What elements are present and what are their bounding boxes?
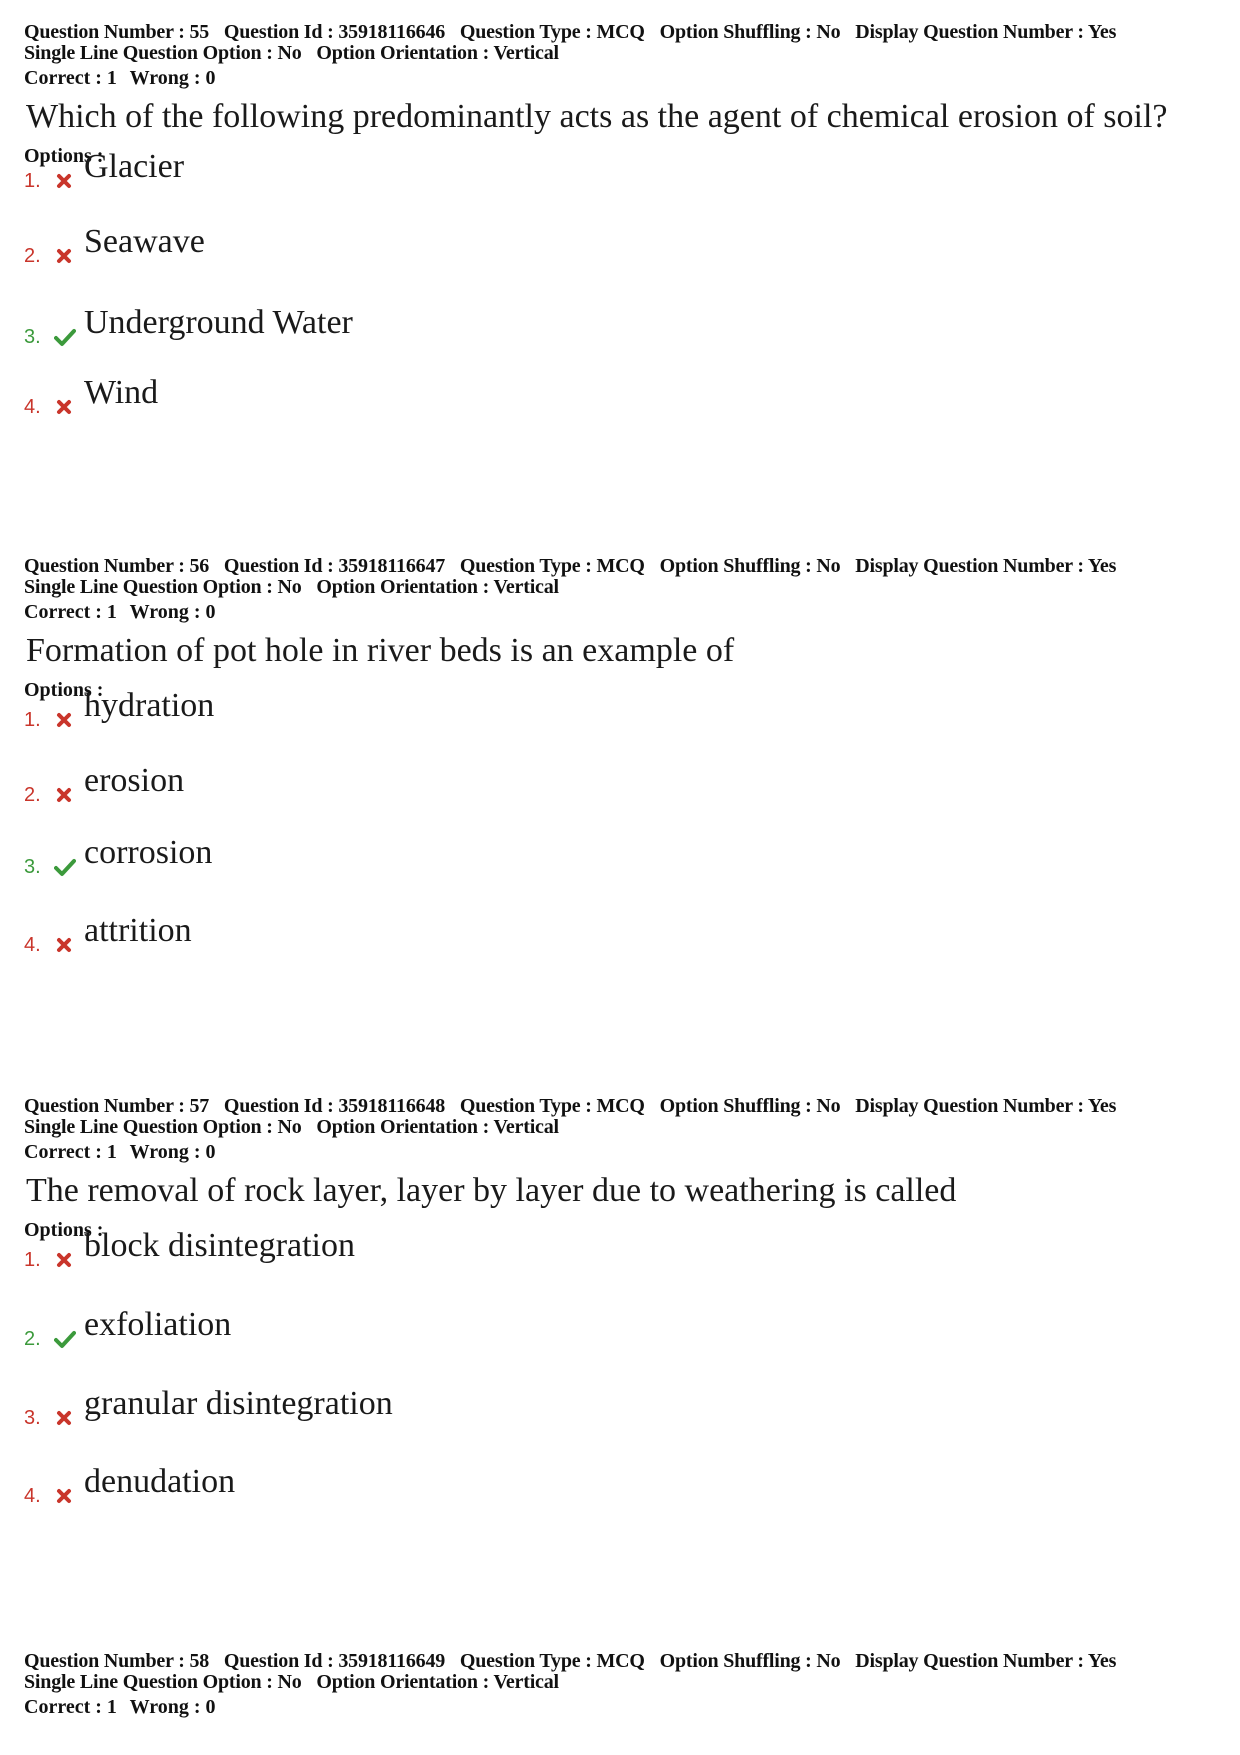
option-number: 3. xyxy=(24,856,41,878)
score-line xyxy=(24,1696,1224,1718)
option-2 xyxy=(24,224,724,274)
option-text: exfoliation xyxy=(84,1306,232,1343)
single-line-option: Single Line Question Option : No xyxy=(24,42,302,64)
option-orientation: Option Orientation : Vertical xyxy=(316,42,559,64)
option-orientation: Option Orientation : Vertical xyxy=(316,1116,559,1138)
option-shuffling: Option Shuffling : No xyxy=(659,555,841,577)
question-58 xyxy=(24,1651,1224,1718)
question-55 xyxy=(24,21,1224,418)
option-number: 3. xyxy=(24,326,41,348)
question-number: Question Number : 56 xyxy=(24,555,210,577)
cross-icon xyxy=(54,710,74,730)
option-text: corrosion xyxy=(84,834,213,871)
single-line-option: Single Line Question Option : No xyxy=(24,576,302,598)
option-text: hydration xyxy=(84,687,215,724)
option-text: Wind xyxy=(84,374,159,411)
question-meta xyxy=(24,556,1224,598)
correct-score: Correct : 1 xyxy=(24,1141,117,1163)
option-number: 1. xyxy=(24,170,41,192)
check-icon xyxy=(54,1329,74,1349)
question-number: Question Number : 57 xyxy=(24,1095,210,1117)
option-2 xyxy=(24,1307,724,1357)
display-question-number: Display Question Number : Yes xyxy=(855,1650,1117,1672)
question-57 xyxy=(24,1095,1224,1507)
cross-icon xyxy=(54,1486,74,1506)
display-question-number: Display Question Number : Yes xyxy=(855,555,1117,577)
option-3 xyxy=(24,305,724,355)
option-1 xyxy=(24,149,724,199)
option-text: Underground Water xyxy=(84,304,353,341)
option-number: 3. xyxy=(24,1407,41,1429)
cross-icon xyxy=(54,935,74,955)
option-number: 1. xyxy=(24,1249,41,1271)
question-id: Question Id : 35918116647 xyxy=(223,555,446,577)
option-number: 2. xyxy=(24,784,41,806)
option-text: Seawave xyxy=(84,223,205,260)
option-text: Glacier xyxy=(84,148,185,185)
check-icon xyxy=(54,857,74,877)
question-type: Question Type : MCQ xyxy=(459,1650,645,1672)
correct-score: Correct : 1 xyxy=(24,601,117,623)
option-shuffling: Option Shuffling : No xyxy=(659,1095,841,1117)
check-icon xyxy=(54,327,74,347)
option-1 xyxy=(24,1228,724,1278)
single-line-option: Single Line Question Option : No xyxy=(24,1671,302,1693)
option-orientation: Option Orientation : Vertical xyxy=(316,576,559,598)
cross-icon xyxy=(54,1408,74,1428)
question-56 xyxy=(24,555,1224,956)
cross-icon xyxy=(54,246,74,266)
option-text: attrition xyxy=(84,912,192,949)
question-type: Question Type : MCQ xyxy=(459,21,645,43)
option-text: erosion xyxy=(84,762,185,799)
wrong-score: Wrong : 0 xyxy=(129,67,216,89)
display-question-number: Display Question Number : Yes xyxy=(855,21,1117,43)
cross-icon xyxy=(54,785,74,805)
option-2 xyxy=(24,763,724,813)
correct-score: Correct : 1 xyxy=(24,67,117,89)
option-number: 2. xyxy=(24,1328,41,1350)
option-number: 4. xyxy=(24,934,41,956)
question-type: Question Type : MCQ xyxy=(459,1095,645,1117)
question-meta xyxy=(24,1096,1224,1138)
option-4 xyxy=(24,1464,724,1514)
cross-icon xyxy=(54,397,74,417)
option-text: granular disintegration xyxy=(84,1385,393,1422)
option-1 xyxy=(24,688,724,738)
correct-score: Correct : 1 xyxy=(24,1696,117,1718)
option-3 xyxy=(24,1386,724,1436)
option-3 xyxy=(24,835,724,885)
option-number: 4. xyxy=(24,396,41,418)
option-shuffling: Option Shuffling : No xyxy=(659,1650,841,1672)
question-type: Question Type : MCQ xyxy=(459,555,645,577)
options-label: Options : xyxy=(24,145,104,167)
option-text: block disintegration xyxy=(84,1227,356,1264)
option-4 xyxy=(24,913,724,963)
question-meta xyxy=(24,22,1224,64)
cross-icon xyxy=(54,1250,74,1270)
question-id: Question Id : 35918116648 xyxy=(223,1095,446,1117)
option-orientation: Option Orientation : Vertical xyxy=(316,1671,559,1693)
display-question-number: Display Question Number : Yes xyxy=(855,1095,1117,1117)
cross-icon xyxy=(54,171,74,191)
question-text: The removal of rock layer, layer by layer due to weathering is called xyxy=(26,1172,957,1209)
option-number: 4. xyxy=(24,1485,41,1507)
question-text: Formation of pot hole in river beds is an example of xyxy=(26,632,735,669)
wrong-score: Wrong : 0 xyxy=(129,601,216,623)
question-id: Question Id : 35918116646 xyxy=(223,21,446,43)
option-4 xyxy=(24,375,724,425)
question-text: Which of the following predominantly acts as the agent of chemical erosion of soil? xyxy=(26,98,1168,135)
score-line xyxy=(24,67,1224,89)
question-number: Question Number : 58 xyxy=(24,1650,210,1672)
question-id: Question Id : 35918116649 xyxy=(223,1650,446,1672)
score-line xyxy=(24,601,1224,623)
wrong-score: Wrong : 0 xyxy=(129,1696,216,1718)
question-number: Question Number : 55 xyxy=(24,21,210,43)
question-meta xyxy=(24,1651,1224,1693)
option-text: denudation xyxy=(84,1463,236,1500)
option-number: 2. xyxy=(24,245,41,267)
option-number: 1. xyxy=(24,709,41,731)
options-label: Options : xyxy=(24,679,104,701)
options-label: Options : xyxy=(24,1219,104,1241)
single-line-option: Single Line Question Option : No xyxy=(24,1116,302,1138)
wrong-score: Wrong : 0 xyxy=(129,1141,216,1163)
option-shuffling: Option Shuffling : No xyxy=(659,21,841,43)
score-line xyxy=(24,1141,1224,1163)
